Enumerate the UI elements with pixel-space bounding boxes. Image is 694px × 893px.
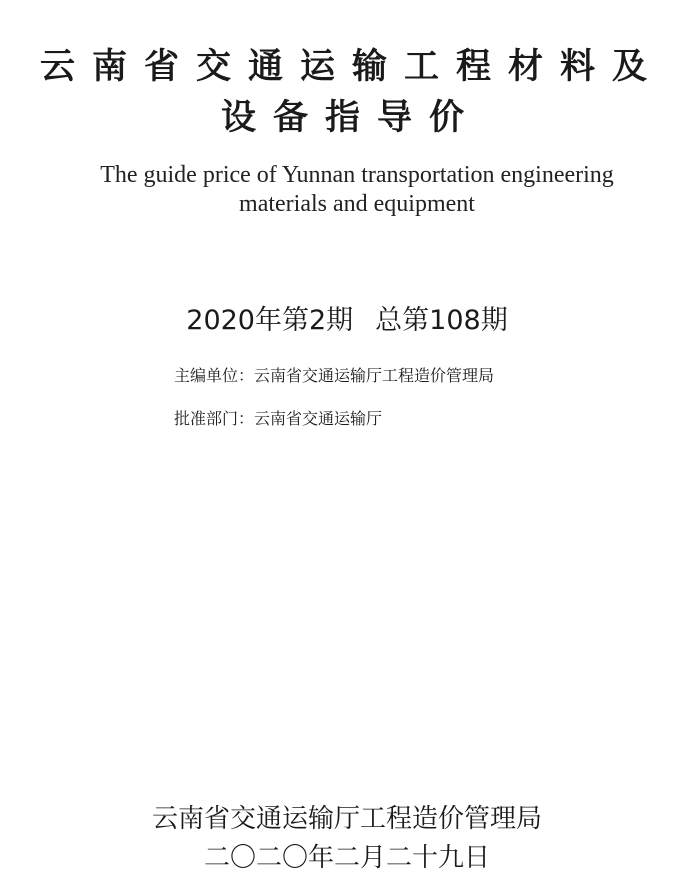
title-english-line-1: The guide price of Yunnan transportation engineering: [100, 162, 614, 188]
issue-total: 总第108期: [375, 305, 508, 336]
title-english-line-2: materials and equipment: [239, 191, 475, 217]
editor-unit-row: [174, 365, 494, 387]
issue-period: 2020年第2期: [186, 305, 354, 336]
title-chinese-line-1: 云南省交通运输工程材料及: [39, 47, 664, 87]
approving-dept-label: 批准部门：: [174, 409, 255, 428]
editor-unit-label: 主编单位：: [174, 366, 255, 385]
editor-unit-value: 云南省交通运输厅工程造价管理局: [254, 366, 495, 385]
approving-dept-row: [174, 408, 382, 430]
title-chinese-line-2: 设备指导价: [220, 98, 481, 138]
publication-date: 二〇二〇年二月二十九日: [203, 843, 490, 873]
publisher-name: 云南省交通运输厅工程造价管理局: [151, 804, 542, 834]
issue-number: [0, 304, 694, 338]
approving-dept-value: 云南省交通运输厅: [254, 409, 383, 428]
